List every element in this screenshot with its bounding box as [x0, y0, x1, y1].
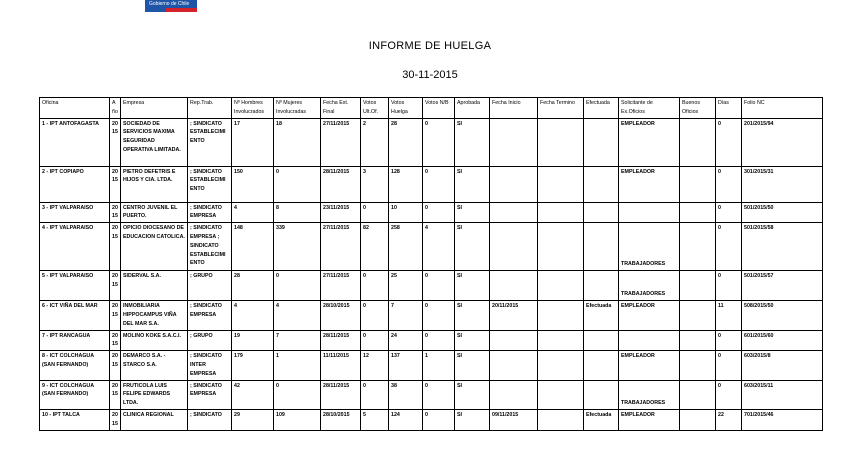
column-header: Folio NC: [742, 98, 823, 119]
column-header: Rep.Trab.: [188, 98, 232, 119]
table-cell: 0: [423, 301, 455, 330]
table-cell: 9 - ICT COLCHAGUA (SAN FERNANDO): [40, 380, 110, 409]
table-cell: [680, 202, 716, 223]
table-cell: ; SINDICATO INTER EMPRESA: [188, 351, 232, 380]
table-header-row: [40, 98, 823, 119]
table-cell: [680, 351, 716, 380]
column-header: Oficina: [40, 98, 110, 119]
strike-report-table: [39, 97, 823, 431]
table-row: [40, 118, 823, 166]
table-cell: CENTRO JUVENIL EL PUERTO.: [121, 202, 188, 223]
column-header: Solicitante de Ex.Oficios: [619, 98, 680, 119]
table-cell: 258: [389, 223, 423, 271]
table-cell: [584, 202, 619, 223]
table-cell: SI: [455, 330, 490, 351]
table-cell: SI: [455, 271, 490, 301]
table-cell: 3 - IPT VALPARAISO: [40, 202, 110, 223]
table-cell: TRABAJADORES: [619, 223, 680, 271]
table-cell: 0: [423, 271, 455, 301]
table-cell: 0: [716, 166, 742, 202]
table-cell: EMPLEADOR: [619, 118, 680, 166]
table-cell: [680, 380, 716, 409]
table-cell: ; SINDICATO EMPRESA: [188, 380, 232, 409]
table-cell: 12: [361, 351, 389, 380]
column-header: Nº Hombres Involucrados: [232, 98, 274, 119]
column-header: Aprobada: [455, 98, 490, 119]
table-cell: ; GRUPO: [188, 271, 232, 301]
government-logo: [145, 0, 197, 12]
table-cell: 2015: [110, 166, 121, 202]
table-cell: 28/11/2015: [321, 166, 361, 202]
table-cell: 8 - ICT COLCHAGUA (SAN FERNANDO): [40, 351, 110, 380]
table-cell: PIETRO DEFETRIS E HIJOS Y CIA. LTDA.: [121, 166, 188, 202]
table-cell: 7: [389, 301, 423, 330]
table-cell: [584, 166, 619, 202]
table-cell: 27/11/2015: [321, 118, 361, 166]
table-cell: 5 - IPT VALPARAISO: [40, 271, 110, 301]
table-cell: 0: [274, 271, 321, 301]
table-cell: 0: [423, 409, 455, 430]
table-cell: 339: [274, 223, 321, 271]
table-cell: 25: [389, 271, 423, 301]
table-cell: 0: [716, 118, 742, 166]
table-cell: 0: [274, 380, 321, 409]
table-cell: Efectuada: [584, 301, 619, 330]
table-cell: 28/10/2015: [321, 301, 361, 330]
table-cell: [538, 380, 584, 409]
table-row: [40, 409, 823, 430]
table-cell: 0: [423, 380, 455, 409]
table-cell: [584, 330, 619, 351]
table-cell: 603/2015/8: [742, 351, 823, 380]
table-cell: 6 - ICT VIÑA DEL MAR: [40, 301, 110, 330]
table-cell: [538, 271, 584, 301]
column-header: Votos Ult.Of.: [361, 98, 389, 119]
table-cell: [538, 202, 584, 223]
table-cell: 1 - IPT ANTOFAGASTA: [40, 118, 110, 166]
table-cell: EMPLEADOR: [619, 301, 680, 330]
table-cell: 28/11/2015: [321, 380, 361, 409]
table-cell: ; SINDICATO EMPRESA ; SINDICATO ESTABLECIMIENTO: [188, 223, 232, 271]
table-cell: 18: [274, 118, 321, 166]
table-cell: 150: [232, 166, 274, 202]
column-header: Fecha Ext. Final: [321, 98, 361, 119]
column-header: Fecha Inicio: [490, 98, 538, 119]
table-cell: 179: [232, 351, 274, 380]
table-row: [40, 330, 823, 351]
table-cell: 701/2015/46: [742, 409, 823, 430]
column-header: Fecha Termino: [538, 98, 584, 119]
table-cell: 19: [232, 330, 274, 351]
table-cell: 603/2015/11: [742, 380, 823, 409]
table-cell: 2015: [110, 380, 121, 409]
table-cell: 17: [232, 118, 274, 166]
table-cell: 0: [423, 330, 455, 351]
table-cell: 0: [274, 166, 321, 202]
table-cell: 0: [716, 330, 742, 351]
table-cell: 0: [423, 118, 455, 166]
table-cell: 7: [274, 330, 321, 351]
table-cell: [584, 223, 619, 271]
table-cell: DEMARCO S.A. - STARCO S.A.: [121, 351, 188, 380]
table-cell: 2015: [110, 223, 121, 271]
table-cell: ; SINDICATO EMPRESA: [188, 301, 232, 330]
table-cell: [680, 330, 716, 351]
table-row: [40, 380, 823, 409]
table-cell: [619, 202, 680, 223]
table-cell: [680, 166, 716, 202]
table-cell: 2015: [110, 330, 121, 351]
table-cell: SI: [455, 351, 490, 380]
table-cell: [490, 166, 538, 202]
column-header: Efectuada: [584, 98, 619, 119]
table-row: [40, 301, 823, 330]
table-cell: 501/2015/50: [742, 202, 823, 223]
table-cell: EMPLEADOR: [619, 409, 680, 430]
table-cell: 28: [389, 118, 423, 166]
table-cell: 4: [274, 301, 321, 330]
table-cell: 7 - IPT RANCAGUA: [40, 330, 110, 351]
table-cell: [490, 118, 538, 166]
table-cell: FRUTICOLA LUIS FELIPE EDWARDS LTDA.: [121, 380, 188, 409]
table-cell: 0: [716, 202, 742, 223]
table-cell: 27/11/2015: [321, 271, 361, 301]
table-cell: 4: [232, 301, 274, 330]
column-header: Buenos Oficios: [680, 98, 716, 119]
table-cell: 201/2015/94: [742, 118, 823, 166]
table-cell: 4 - IPT VALPARAISO: [40, 223, 110, 271]
table-cell: [538, 166, 584, 202]
table-cell: 29: [232, 409, 274, 430]
table-cell: 0: [361, 330, 389, 351]
table-cell: 10: [389, 202, 423, 223]
table-cell: OPICIO DIOCESANO DE EDUCACION CATOLICA.: [121, 223, 188, 271]
table-cell: [680, 409, 716, 430]
table-row: [40, 202, 823, 223]
table-cell: 2015: [110, 409, 121, 430]
table-cell: 0: [423, 166, 455, 202]
table-cell: SOCIEDAD DE SERVICIOS MAXIMA SEGURIDAD OPERATIVA LIMITADA.: [121, 118, 188, 166]
table-cell: [584, 118, 619, 166]
table-cell: MOLINO KOKE S.A.C.I.: [121, 330, 188, 351]
table-cell: 10 - IPT TALCA: [40, 409, 110, 430]
table-cell: 11/11/2015: [321, 351, 361, 380]
column-header: Votos Huelga: [389, 98, 423, 119]
table-cell: ; SINDICATO ESTABLECIMIENTO: [188, 166, 232, 202]
table-cell: 0: [423, 202, 455, 223]
table-cell: 2015: [110, 271, 121, 301]
column-header: Año: [110, 98, 121, 119]
table-cell: [584, 351, 619, 380]
table-cell: 4: [423, 223, 455, 271]
table-cell: 1: [274, 351, 321, 380]
table-cell: 20/11/2015: [490, 301, 538, 330]
table-cell: [490, 380, 538, 409]
table-row: [40, 271, 823, 301]
table-cell: 501/2015/57: [742, 271, 823, 301]
table-cell: [680, 118, 716, 166]
table-row: [40, 223, 823, 271]
table-cell: [538, 223, 584, 271]
column-header: Votos N/B: [423, 98, 455, 119]
logo-flag-bar: [145, 8, 197, 12]
table-cell: 28: [232, 271, 274, 301]
table-row: [40, 351, 823, 380]
table-cell: 2015: [110, 351, 121, 380]
table-cell: 601/2015/60: [742, 330, 823, 351]
table-cell: [584, 271, 619, 301]
logo-text: Gobierno de Chile: [149, 1, 190, 7]
table-cell: SI: [455, 202, 490, 223]
table-cell: SI: [455, 409, 490, 430]
table-cell: 508/2015/50: [742, 301, 823, 330]
table-cell: ; SINDICATO ESTABLECIMIENTO: [188, 118, 232, 166]
table-cell: Efectuada: [584, 409, 619, 430]
table-cell: INMOBILIARIA HIPPOCAMPUS VIÑA DEL MAR S.A.: [121, 301, 188, 330]
table-cell: 09/11/2015: [490, 409, 538, 430]
table-cell: 0: [361, 271, 389, 301]
table-cell: [538, 330, 584, 351]
table-cell: ; GRUPO: [188, 330, 232, 351]
table-cell: [538, 351, 584, 380]
table-cell: 8: [274, 202, 321, 223]
table-cell: CLINICA REGIONAL: [121, 409, 188, 430]
table-cell: [490, 271, 538, 301]
table-cell: SI: [455, 118, 490, 166]
table-cell: [680, 301, 716, 330]
table-cell: 42: [232, 380, 274, 409]
table-cell: 28/10/2015: [321, 409, 361, 430]
table-cell: 148: [232, 223, 274, 271]
table-cell: 0: [361, 202, 389, 223]
table-cell: EMPLEADOR: [619, 166, 680, 202]
table-cell: [680, 223, 716, 271]
table-cell: TRABAJADORES: [619, 380, 680, 409]
table-cell: [538, 409, 584, 430]
table-cell: 0: [716, 223, 742, 271]
table-cell: 1: [423, 351, 455, 380]
report-date: 30-11-2015: [402, 69, 458, 81]
table-cell: ; SINDICATO EMPRESA: [188, 202, 232, 223]
table-cell: [490, 330, 538, 351]
table-cell: [538, 118, 584, 166]
table-cell: [538, 301, 584, 330]
table-cell: [584, 380, 619, 409]
table-cell: 301/2015/31: [742, 166, 823, 202]
table-cell: 128: [389, 166, 423, 202]
table-cell: SI: [455, 301, 490, 330]
table-cell: 28/11/2015: [321, 330, 361, 351]
table-cell: 22: [716, 409, 742, 430]
table-cell: 2 - IPT COPIAPO: [40, 166, 110, 202]
table-cell: 0: [361, 301, 389, 330]
table-cell: SI: [455, 166, 490, 202]
table-cell: 3: [361, 166, 389, 202]
table-cell: 2: [361, 118, 389, 166]
table-cell: SI: [455, 380, 490, 409]
table-cell: 38: [389, 380, 423, 409]
table-cell: [490, 202, 538, 223]
table-cell: 27/11/2015: [321, 223, 361, 271]
table-cell: 0: [716, 380, 742, 409]
table-cell: [680, 271, 716, 301]
table-cell: [490, 351, 538, 380]
table-cell: 137: [389, 351, 423, 380]
table-cell: SI: [455, 223, 490, 271]
table-cell: 11: [716, 301, 742, 330]
table-cell: 0: [716, 351, 742, 380]
table-cell: TRABAJADORES: [619, 271, 680, 301]
table-cell: 0: [361, 380, 389, 409]
table-cell: ; SINDICATO: [188, 409, 232, 430]
table-cell: 109: [274, 409, 321, 430]
column-header: Empresa: [121, 98, 188, 119]
table-cell: 24: [389, 330, 423, 351]
table-cell: 0: [716, 271, 742, 301]
table-cell: 2015: [110, 118, 121, 166]
column-header: Nº Mujeres Involucradas: [274, 98, 321, 119]
table-cell: 501/2015/58: [742, 223, 823, 271]
table-cell: 124: [389, 409, 423, 430]
table-cell: SIDERVAL S.A.: [121, 271, 188, 301]
table-cell: [490, 223, 538, 271]
table-cell: 82: [361, 223, 389, 271]
table-row: [40, 166, 823, 202]
report-title: INFORME DE HUELGA: [368, 40, 492, 52]
table-cell: 4: [232, 202, 274, 223]
table-cell: 5: [361, 409, 389, 430]
column-header: Días: [716, 98, 742, 119]
table-cell: 23/11/2015: [321, 202, 361, 223]
table-cell: [619, 330, 680, 351]
table-cell: EMPLEADOR: [619, 351, 680, 380]
table-cell: 2015: [110, 202, 121, 223]
table-cell: 2015: [110, 301, 121, 330]
